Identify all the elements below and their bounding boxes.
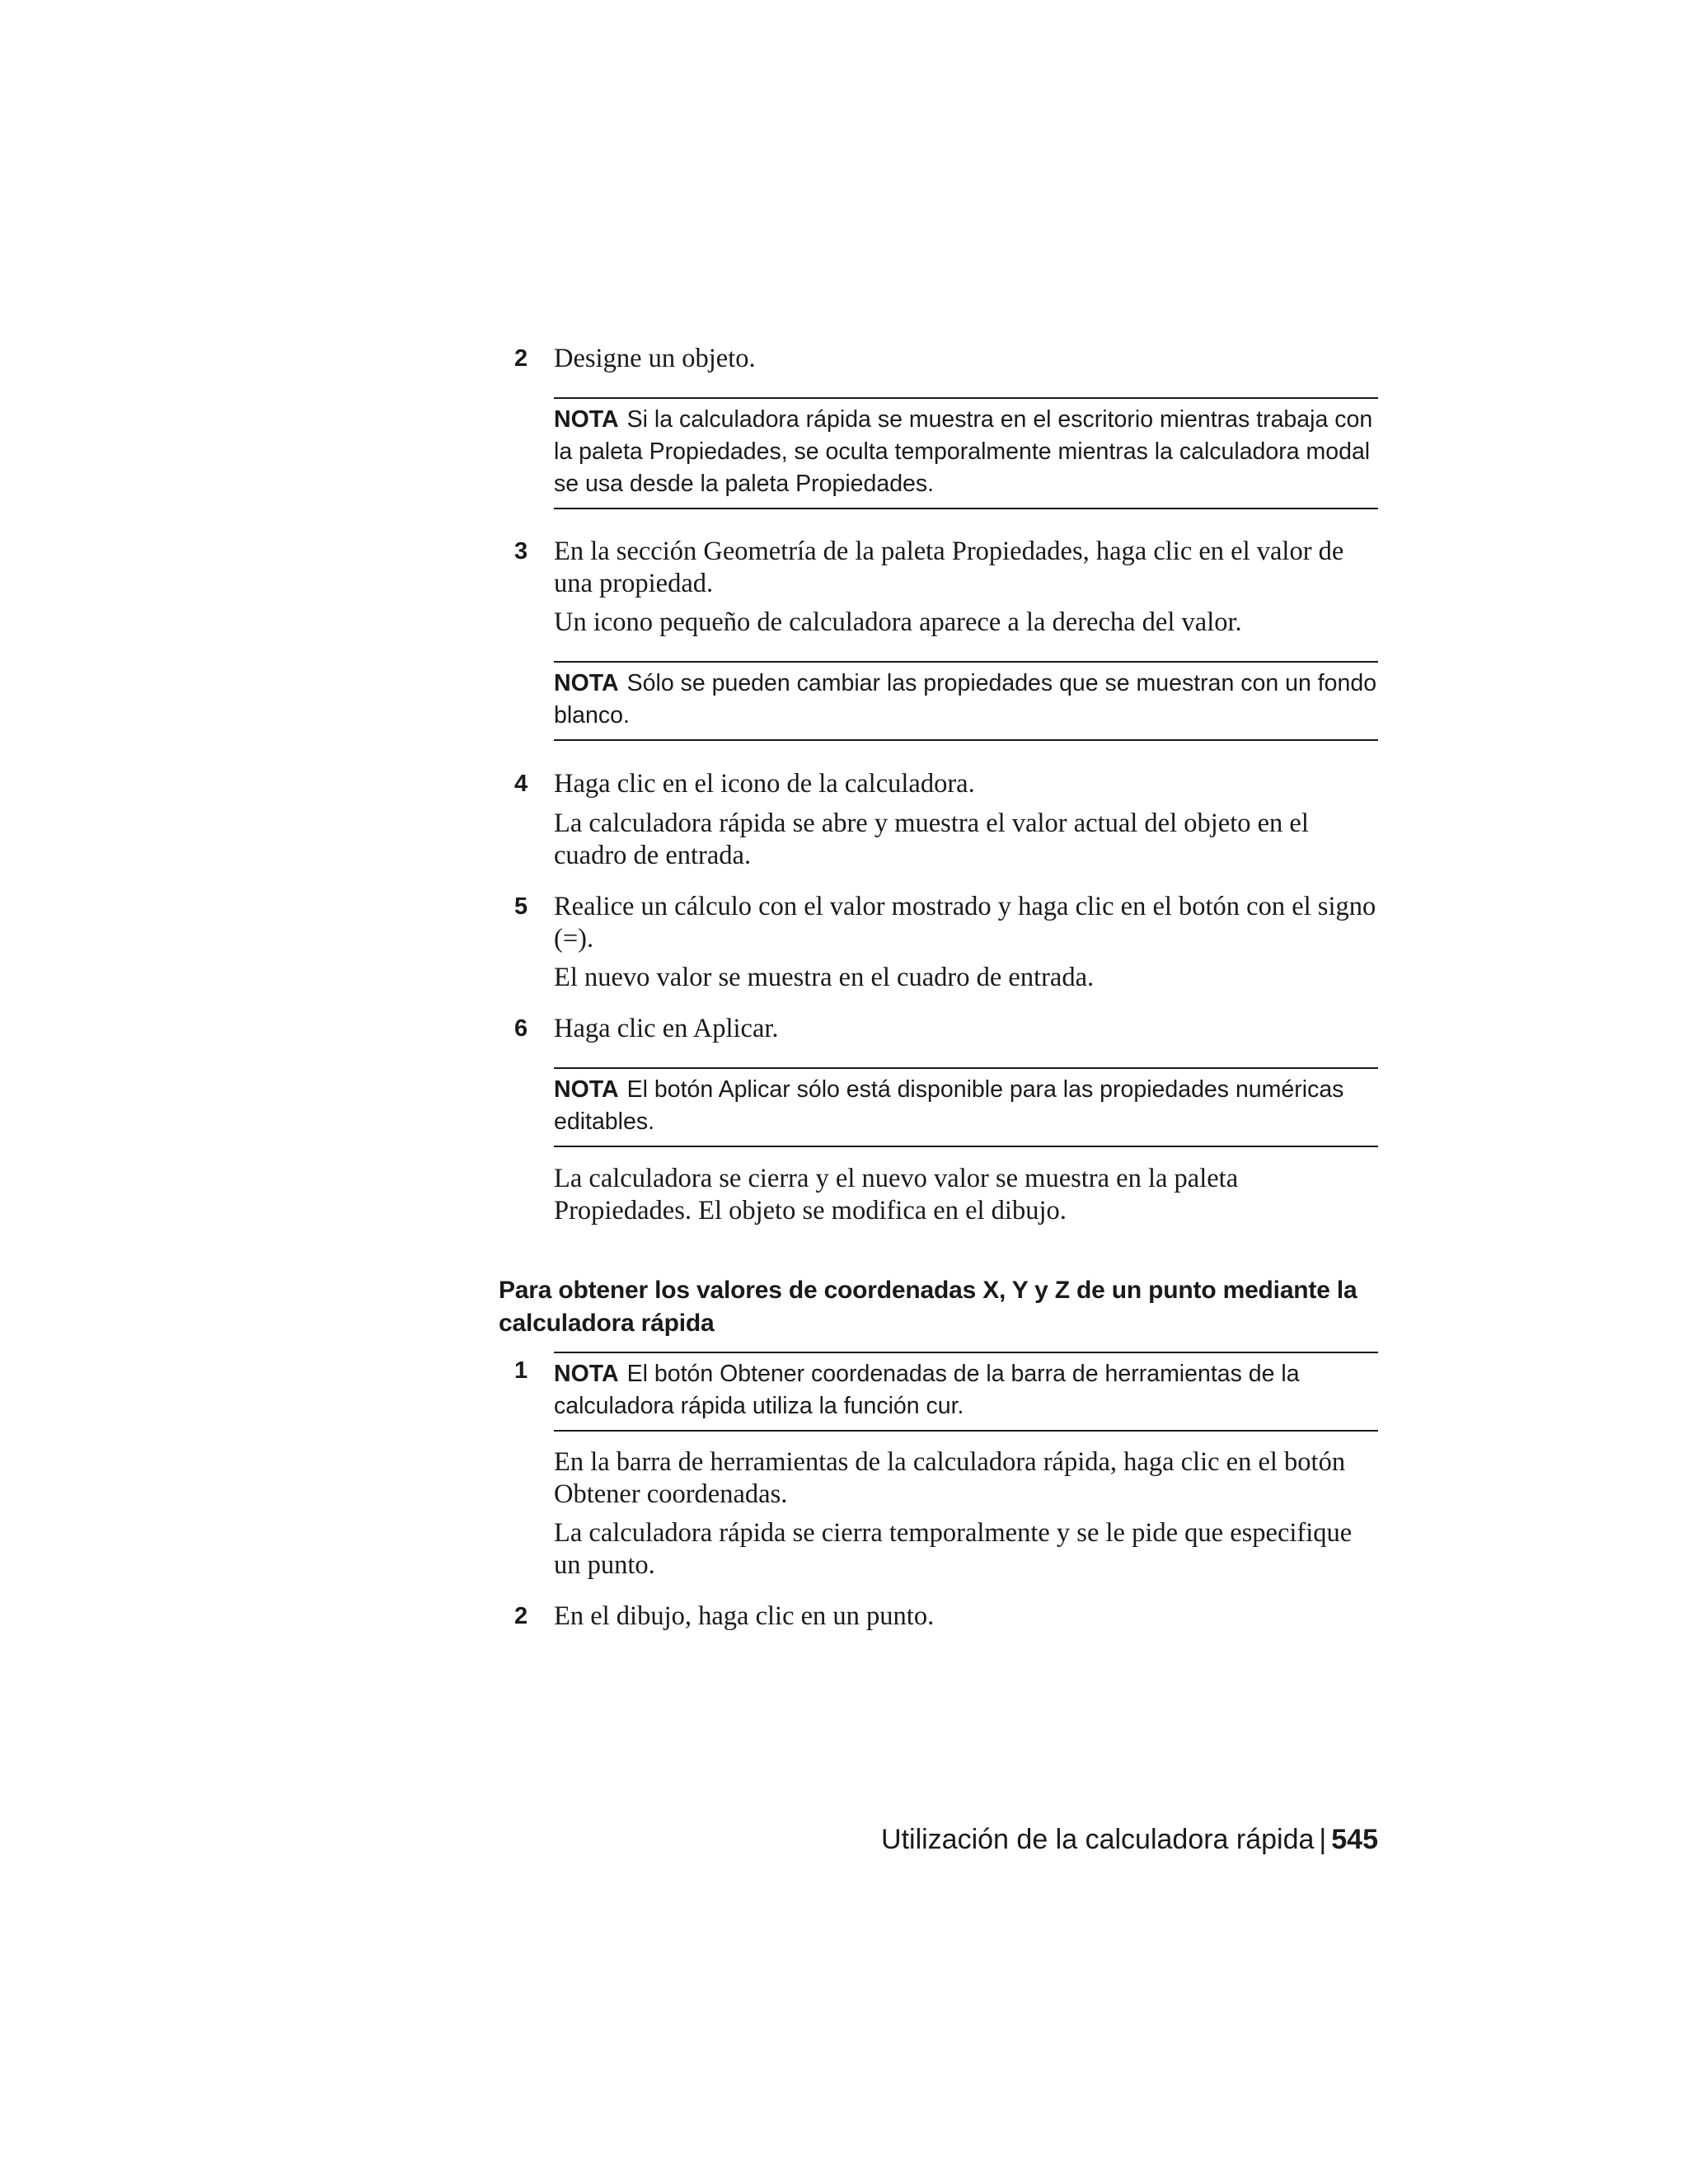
- step-result-text: La calculadora se cierra y el nuevo valor se muestra en la paleta Propiedades. El objeto se modifica en el dibujo.: [554, 1164, 1239, 1226]
- step-text: En el dibujo, haga clic en un punto.: [554, 1601, 935, 1631]
- step-number: 5: [514, 893, 528, 920]
- note-label: NOTA: [554, 1361, 619, 1387]
- step-result-text: Un icono pequeño de calculadora aparece a la derecha del valor.: [554, 607, 1242, 637]
- step-number: 6: [514, 1015, 528, 1042]
- note-text: Sólo se pueden cambiar las propiedades que se muestran con un fondo blanco.: [554, 670, 1377, 729]
- step-number: 3: [514, 538, 528, 565]
- step-result-text: El nuevo valor se muestra en el cuadro de entrada.: [554, 963, 1095, 992]
- footer-separator: |: [1319, 1824, 1327, 1855]
- step-number: 1: [514, 1357, 528, 1384]
- procedure-heading: Para obtener los valores de coordenadas X, Y y Z de un punto mediante la calculadora rápida: [499, 1277, 1357, 1337]
- step-text: Haga clic en el icono de la calculadora.: [554, 769, 975, 799]
- step-number: 2: [514, 1603, 528, 1629]
- page-footer: [742, 1821, 1378, 1858]
- note-text: El botón Obtener coordenadas de la barra de herramientas de la calculadora rápida utiliza la función cur.: [554, 1361, 1300, 1419]
- step-text: Haga clic en Aplicar.: [554, 1014, 779, 1043]
- note-box: [554, 661, 1378, 741]
- step-result-text: La calculadora rápida se abre y muestra el valor actual del objeto en el cuadro de entrada.: [554, 808, 1309, 870]
- note-label: NOTA: [554, 670, 619, 696]
- note-box: [554, 1067, 1378, 1147]
- running-title: Utilización de la calculadora rápida: [881, 1824, 1315, 1855]
- page-number: 545: [1331, 1824, 1378, 1855]
- step-number: 2: [514, 345, 528, 372]
- step-text: En la sección Geometría de la paleta Propiedades, haga clic en el valor de una propiedad.: [554, 537, 1344, 598]
- note-label: NOTA: [554, 406, 619, 433]
- step-text: En la barra de herramientas de la calculadora rápida, haga clic en el botón Obtener coordenadas.: [554, 1447, 1346, 1509]
- step-text: Designe un objeto.: [554, 344, 756, 373]
- note-text: El botón Aplicar sólo está disponible para las propiedades numéricas editables.: [554, 1076, 1344, 1135]
- note-text: Si la calculadora rápida se muestra en el escritorio mientras trabaja con la paleta Propiedades, se oculta temporalmente mientras la calculadora modal se usa desde la paleta Propiedades.: [554, 406, 1373, 497]
- note-box: [554, 397, 1378, 509]
- step-text: Realice un cálculo con el valor mostrado y haga clic en el botón con el signo (=).: [554, 892, 1376, 954]
- step-result-text: La calculadora rápida se cierra temporalmente y se le pide que especifique un punto.: [554, 1518, 1353, 1580]
- note-label: NOTA: [554, 1076, 619, 1103]
- step-number: 4: [514, 771, 528, 797]
- note-box: [554, 1352, 1378, 1432]
